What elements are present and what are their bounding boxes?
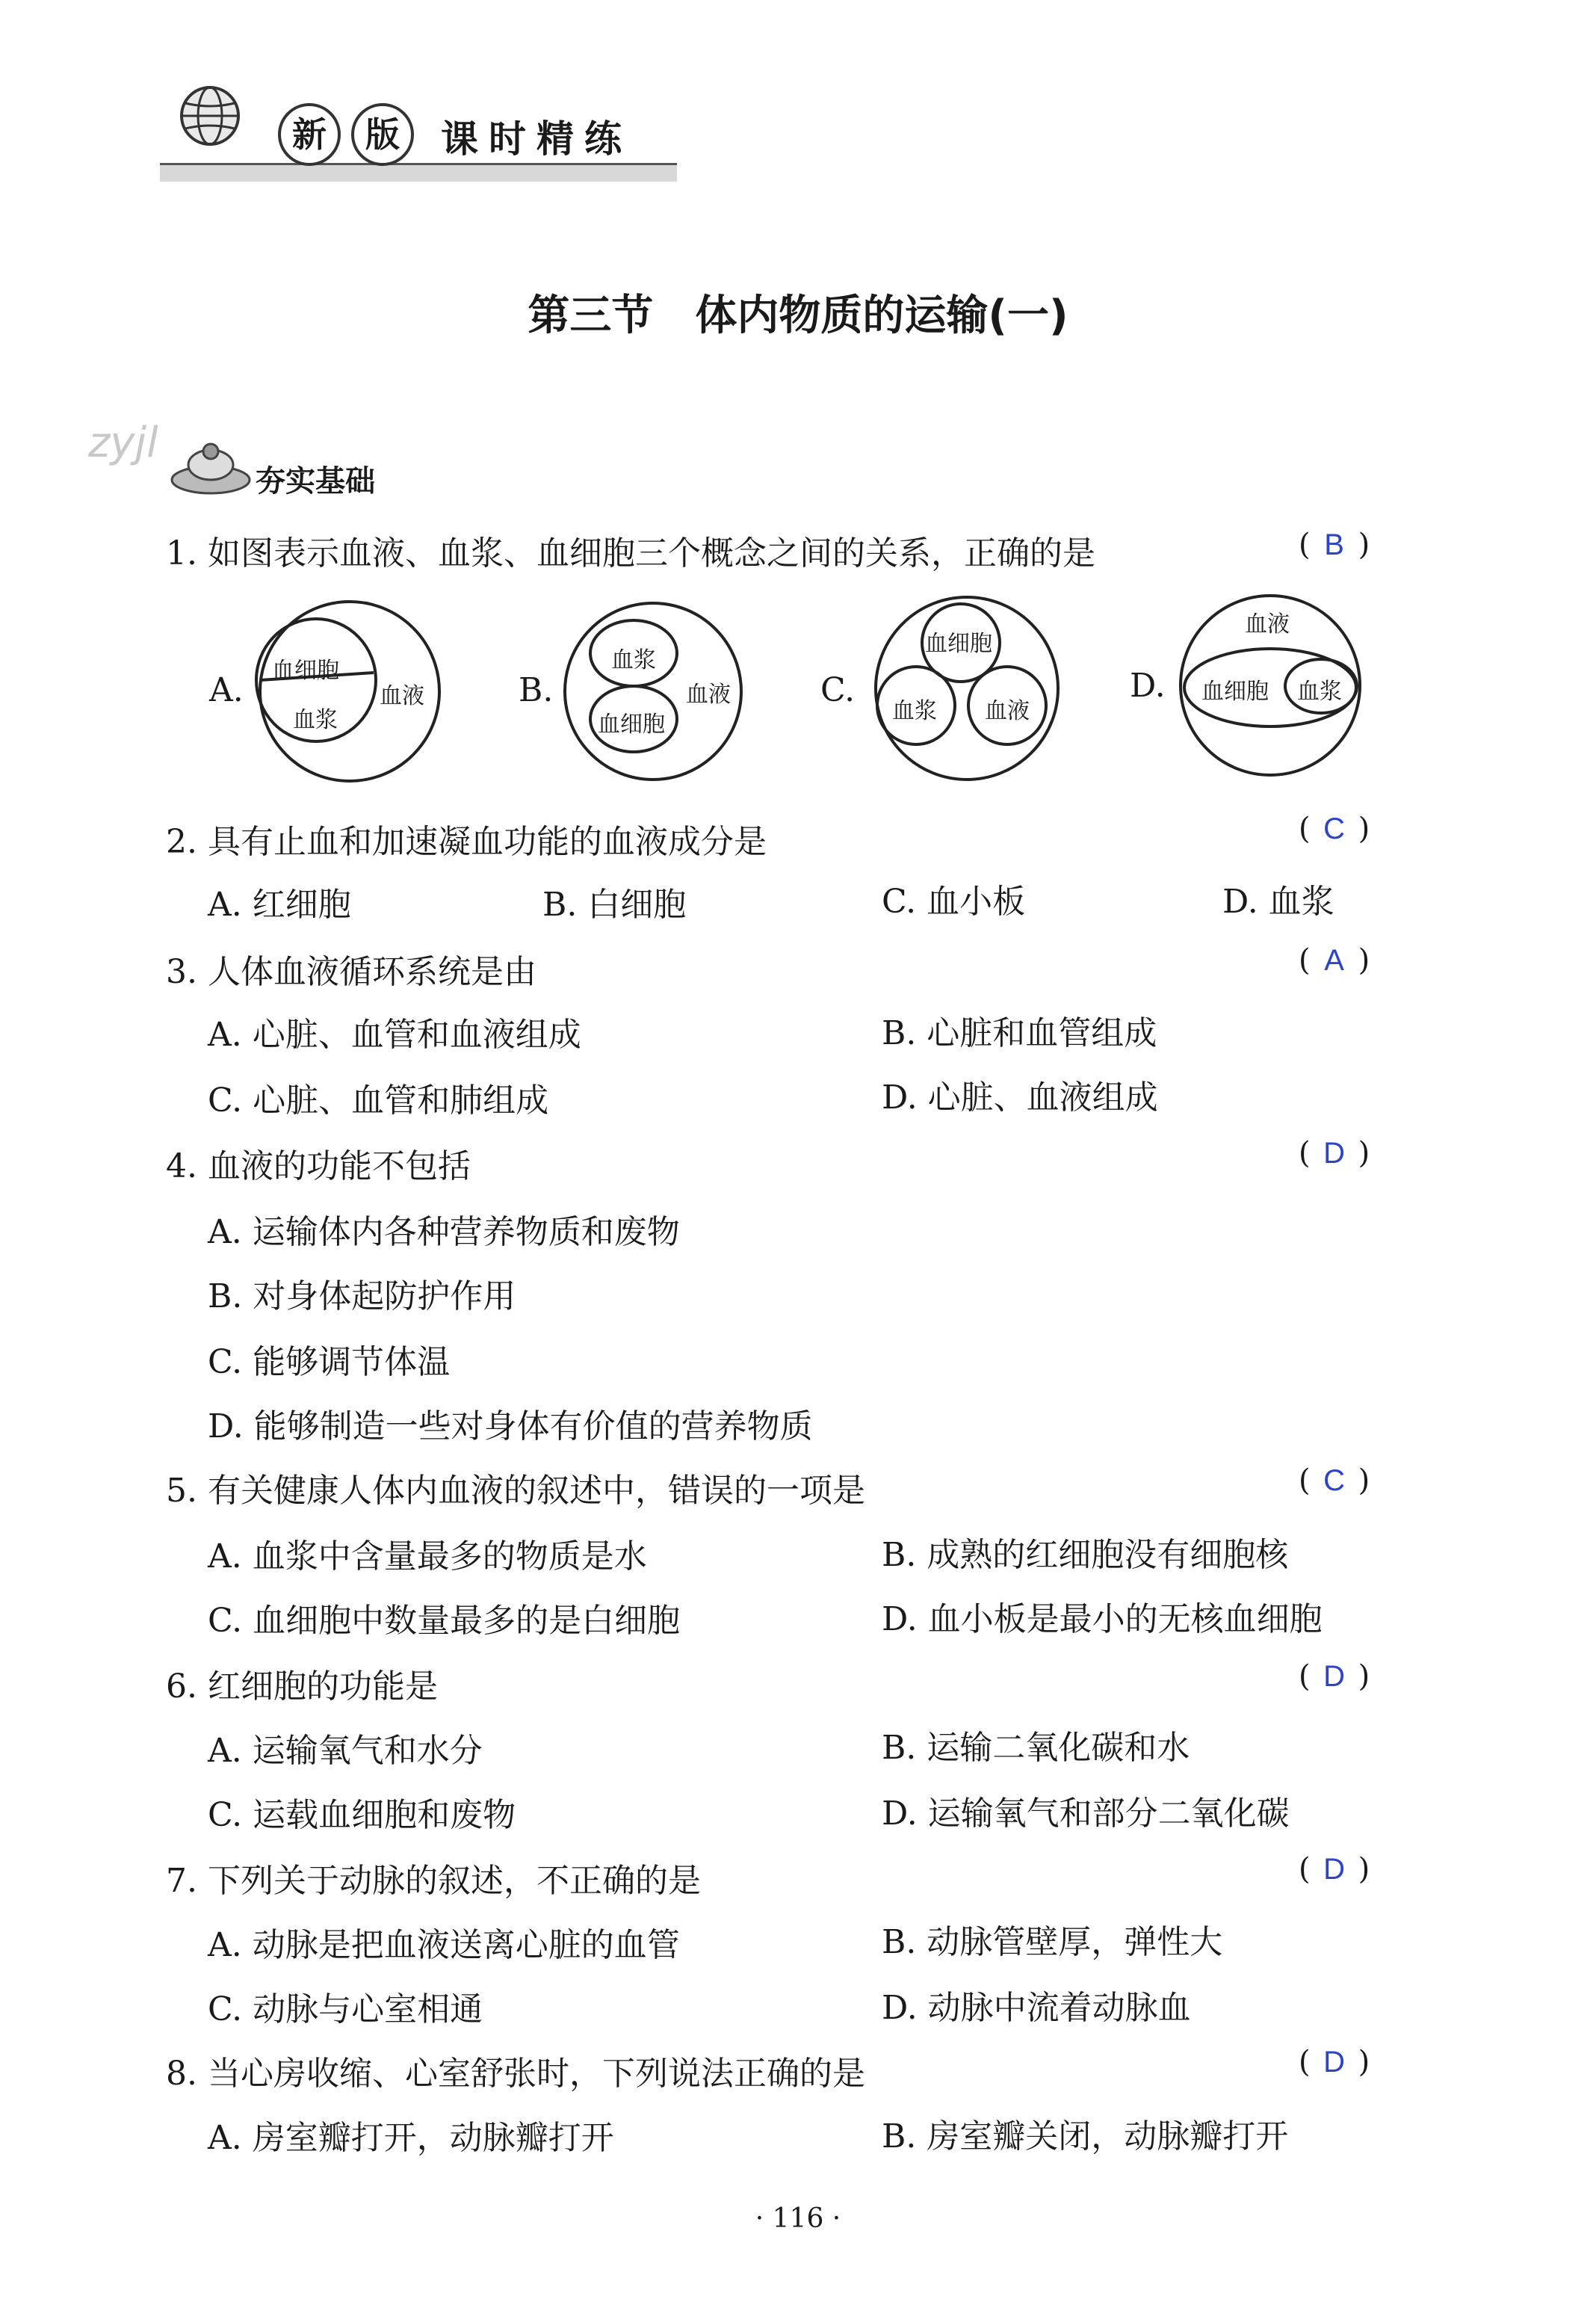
question-3-option-b: B. 心脏和血管组成 [882, 1014, 1157, 1052]
question-6-option-a: A. 运输氧气和水分 [208, 1732, 483, 1770]
diagram-b-label-1: 血浆 [611, 647, 656, 673]
answer-value: A [1324, 944, 1344, 977]
question-4-option-a: A. 运输体内各种营养物质和废物 [208, 1213, 680, 1251]
answer-value: C [1323, 1464, 1346, 1497]
diagram-c [870, 595, 1064, 782]
question-3-answer: ( A ) [1299, 943, 1370, 978]
question-8-option-a: A. 房室瓣打开，动脉瓣打开 [208, 2119, 614, 2157]
diagram-d-label-mid: 血细胞 [1201, 679, 1269, 705]
answer-value: B [1324, 528, 1344, 561]
question-2-option-c: C. 血小板 [882, 883, 1026, 921]
diagram-a-letter: A. [209, 671, 244, 709]
answer-value: D [1323, 2046, 1346, 2079]
question-5-answer: ( C ) [1299, 1463, 1370, 1498]
page-number: · 116 · [755, 2203, 841, 2234]
question-3-option-a: A. 心脏、血管和血液组成 [208, 1016, 581, 1054]
question-1-answer: ( B ) [1299, 528, 1370, 562]
question-6-option-d: D. 运输氧气和部分二氧化碳 [882, 1795, 1290, 1833]
question-7-option-c: C. 动脉与心室相通 [208, 1990, 483, 2028]
diagram-c-label-top: 血细胞 [925, 631, 992, 657]
answer-value: D [1323, 1137, 1346, 1170]
question-2-option-d: D. 血浆 [1222, 883, 1334, 921]
diagram-a-label-1: 血细胞 [272, 658, 339, 684]
header-char-new: 新 [278, 103, 341, 166]
question-2-option-a: A. 红细胞 [208, 886, 351, 924]
question-3-stem: 3. 人体血液循环系统是由 [166, 953, 536, 991]
diagram-c-letter: C. [820, 671, 856, 709]
question-7-stem: 7. 下列关于动脉的叙述，不正确的是 [166, 1862, 701, 1900]
question-2-option-b: B. 白细胞 [542, 886, 687, 924]
answer-value: D [1323, 1853, 1346, 1886]
diagram-c-label-left: 血浆 [892, 698, 937, 724]
diagram-a-label-outer: 血液 [380, 683, 424, 709]
question-6-stem: 6. 红细胞的功能是 [166, 1667, 438, 1706]
question-3-option-d: D. 心脏、血液组成 [882, 1079, 1158, 1117]
question-4-option-c: C. 能够调节体温 [208, 1343, 451, 1381]
question-2-stem: 2. 具有止血和加速凝血功能的血液成分是 [166, 823, 767, 861]
header-rule [160, 163, 677, 182]
question-4-option-b: B. 对身体起防护作用 [208, 1277, 516, 1315]
question-7-option-a: A. 动脉是把血液送离心脏的血管 [208, 1926, 680, 1964]
question-8-option-b: B. 房室瓣关闭，动脉瓣打开 [882, 2117, 1289, 2156]
section-decoration-icon [166, 438, 256, 498]
diagram-a-label-2: 血浆 [293, 707, 338, 733]
question-6-answer: ( D ) [1299, 1659, 1370, 1694]
diagram-b-label-2: 血细胞 [598, 712, 665, 738]
question-5-option-d: D. 血小板是最小的无核血细胞 [882, 1600, 1323, 1638]
question-6-option-c: C. 运载血细胞和废物 [208, 1796, 516, 1834]
diagram-d-label-outer: 血液 [1245, 611, 1290, 638]
page-title: 第三节 体内物质的运输(一) [528, 291, 1068, 340]
question-4-answer: ( D ) [1299, 1136, 1370, 1170]
diagram-d-letter: D. [1130, 667, 1166, 705]
question-5-stem: 5. 有关健康人体内血液的叙述中，错误的一项是 [166, 1472, 865, 1510]
watermark: zyjl [88, 419, 158, 467]
question-5-option-c: C. 血细胞中数量最多的是白细胞 [208, 1602, 681, 1640]
question-5-option-b: B. 成熟的红细胞没有细胞核 [882, 1536, 1289, 1574]
globe-logo-icon [178, 84, 242, 148]
diagram-b-label-outer: 血液 [686, 682, 731, 708]
diagram-d-label-inner: 血浆 [1297, 679, 1342, 705]
question-7-option-d: D. 动脉中流着动脉血 [882, 1989, 1191, 2027]
question-3-option-c: C. 心脏、血管和肺组成 [208, 1081, 549, 1120]
header-char-edition: 版 [351, 103, 414, 166]
question-8-stem: 8. 当心房收缩、心室舒张时，下列说法正确的是 [166, 2055, 865, 2093]
header-subtitle: 课时精练 [441, 117, 632, 161]
question-4-option-d: D. 能够制造一些对身体有价值的营养物质 [208, 1407, 813, 1445]
section-heading: 夯实基础 [256, 464, 375, 499]
diagram-b-letter: B. [519, 671, 554, 709]
question-4-stem: 4. 血液的功能不包括 [166, 1147, 471, 1185]
question-7-answer: ( D ) [1299, 1852, 1370, 1886]
question-1-stem: 1. 如图表示血液、血浆、血细胞三个概念之间的关系，正确的是 [166, 534, 1095, 573]
answer-value: D [1323, 1660, 1346, 1693]
answer-value: C [1323, 812, 1346, 845]
question-6-option-b: B. 运输二氧化碳和水 [882, 1729, 1190, 1767]
question-8-answer: ( D ) [1299, 2045, 1370, 2079]
diagram-c-label-right: 血液 [985, 698, 1030, 724]
question-2-answer: ( C ) [1299, 812, 1370, 846]
question-7-option-b: B. 动脉管壁厚，弹性大 [882, 1923, 1223, 1961]
question-5-option-a: A. 血浆中含量最多的物质是水 [208, 1537, 647, 1576]
